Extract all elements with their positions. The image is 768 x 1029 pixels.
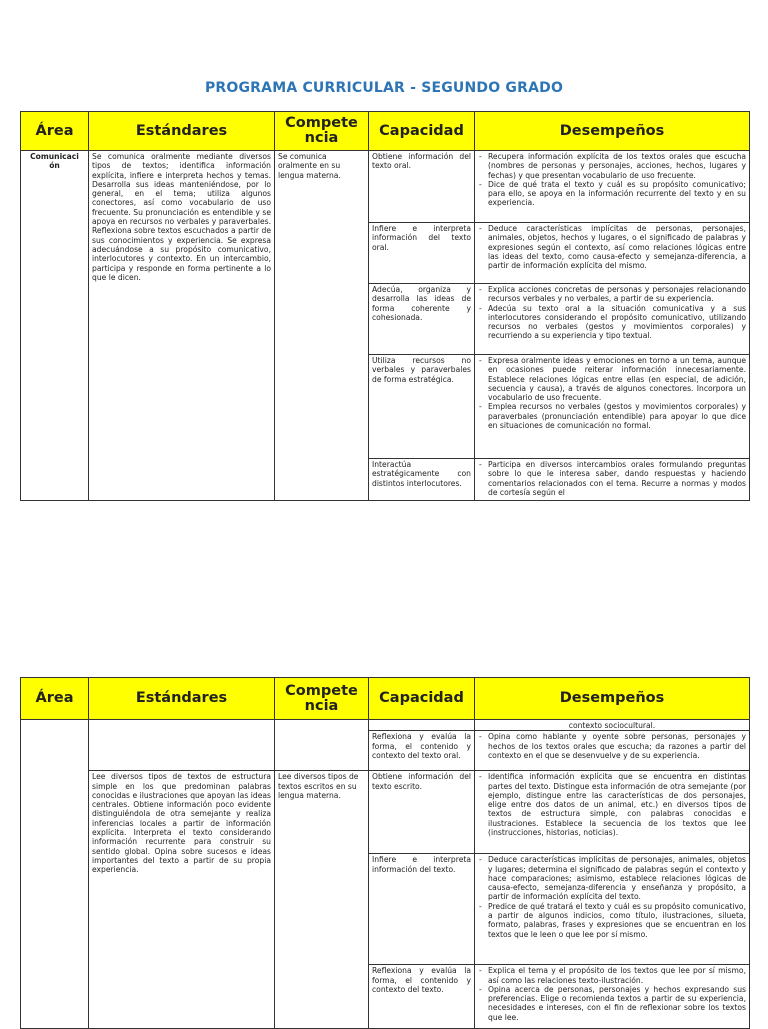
capacidad-cell: Infiere e interpreta información del texto. — [369, 854, 475, 965]
desempeno-item: - Adecúa su texto oral a la situación comunicativa y a sus interlocutores considerando el propósito comunicativo, utilizando recursos no verbales (gestos y movimientos corporales) y recurriendo a su experiencia y tipo textual. — [478, 304, 746, 341]
desempenos-cell — [475, 854, 750, 965]
desempeno-item: - Predice de qué tratará el texto y cuál es su propósito comunicativo, a partir de algunos indicios, como título, ilustraciones, silueta, formato, palabras, frases y expresiones que se encuentran en los textos que le leen o que lee por sí mismo. — [478, 902, 746, 939]
desempeno-item: - Opina como hablante y oyente sobre personas, personajes y hechos de los textos orales que escucha; da razones a partir del contexto en el que se desenvuelve y de su experiencia. — [478, 732, 746, 760]
table-row — [21, 720, 750, 731]
header-row — [21, 678, 750, 720]
curriculum-table-1 — [20, 111, 750, 501]
desempeno-item: - Opina acerca de personas, personajes y hechos expresando sus preferencias. Elige o recomienda textos a partir de su experiencia, necesidades e intereses, con el fin de reflexionar sobre los textos que lee. — [478, 985, 746, 1022]
header-competencia: Compete ncia — [275, 112, 369, 151]
capacidad-cell: Reflexiona y evalúa la forma, el contenido y contexto del texto. — [369, 965, 475, 1029]
capacidad-cell: Obtiene información del texto escrito. — [369, 771, 475, 854]
desempeno-item: - Deduce características implícitas de personas, personajes, animales, objetos, hechos y lugares, o el significado de palabras y expresiones según el contexto, así como relaciones lógicas entre las ideas del texto, como causa-efecto y semejanza-diferencia, a partir de información explícita del mismo. — [478, 224, 746, 270]
desempeno-item: - Explica acciones concretas de personas y personajes relacionando recursos verbales y no verbales, a partir de su experiencia. — [478, 285, 746, 304]
desempenos-cell — [475, 151, 750, 223]
table-row — [21, 771, 750, 854]
desempeno-item: - Deduce características implícitas de personajes, animales, objetos y lugares; determina el significado de palabras según el contexto y hace comparaciones; asimismo, establece relaciones lógicas de causa-efecto, semejanza-diferencia y enseñanza y propósito, a partir de información explícita del texto. — [478, 855, 746, 901]
competencia-cell: Se comunica oralmente en su lengua materna. — [275, 151, 369, 501]
header-estandares: Estándares — [89, 678, 275, 720]
desempenos-cell — [475, 771, 750, 854]
curriculum-table-2 — [20, 677, 750, 1029]
header-area: Área — [21, 112, 89, 151]
desempenos-cell — [475, 731, 750, 771]
desempenos-cell — [475, 965, 750, 1029]
desempeno-item: - Explica el tema y el propósito de los textos que lee por sí mismo, así como las relaciones texto-ilustración. — [478, 966, 746, 985]
header-row — [21, 112, 750, 151]
desempeno-item: - Participa en diversos intercambios orales formulando preguntas sobre lo que le interesa saber, dando respuestas y haciendo comentarios relacionados con el tema. Recurre a normas y modos de cortesía según el — [478, 460, 746, 497]
capacidad-cell: Obtiene información del texto oral. — [369, 151, 475, 223]
estandar-cell: Se comunica oralmente mediante diversos tipos de textos; identifica información explícita, infiere e interpreta hechos y temas. Desarrolla sus ideas manteniéndose, por lo general, en el tema; utiliza algunos conectores, así como vocabulario de uso frecuente. Su pronunciación es entendible y se apoya en recursos no verbales y paraverbales. Reflexiona sobre textos escuchados a partir de sus conocimientos y experiencia. Se expresa adecuándose a su propósito comunicativo, interlocutores y contexto. En un intercambio, participa y responde en forma pertinente a lo que le dicen. — [89, 151, 275, 501]
capacidad-cell — [369, 720, 475, 731]
desempenos-cell: contexto sociocultural. — [475, 720, 750, 731]
capacidad-cell: Adecúa, organiza y desarrolla las ideas de forma coherente y cohesionada. — [369, 284, 475, 355]
estandar-cell — [89, 720, 275, 771]
desempenos-cell — [475, 355, 750, 459]
desempeno-item: - Emplea recursos no verbales (gestos y movimientos corporales) y paraverbales (pronunciación entendible) para apoyar lo que dice en situaciones de comunicación no formal. — [478, 402, 746, 430]
capacidad-cell: Reflexiona y evalúa la forma, el contenido y contexto del texto oral. — [369, 731, 475, 771]
header-estandares: Estándares — [89, 112, 275, 151]
desempenos-cell — [475, 223, 750, 284]
header-desempenos: Desempeños — [475, 112, 750, 151]
capacidad-cell: Interactúa estratégicamente con distintos interlocutores. — [369, 459, 475, 501]
competencia-cell — [275, 720, 369, 771]
capacidad-cell: Utiliza recursos no verbales y paraverbales de forma estratégica. — [369, 355, 475, 459]
header-competencia: Compete ncia — [275, 678, 369, 720]
desempenos-cell — [475, 459, 750, 501]
competencia-cell: Lee diversos tipos de textos escritos en su lengua materna. — [275, 771, 369, 1029]
header-capacidad: Capacidad — [369, 678, 475, 720]
desempeno-item: - Recupera información explícita de los textos orales que escucha (nombres de personas y personajes, acciones, hechos, lugares y fechas) y que presentan vocabulario de uso frecuente. — [478, 152, 746, 180]
desempeno-item: - Expresa oralmente ideas y emociones en torno a un tema, aunque en ocasiones puede reiterar información innecesariamente. Establece relaciones lógicas entre ellas (en especial, de adición, secuencia y causa), a través de algunos conectores. Incorpora un vocabulario de uso frecuente. — [478, 356, 746, 402]
desempeno-item: - Dice de qué trata el texto y cuál es su propósito comunicativo; para ello, se apoya en la información recurrente del texto y en su experiencia. — [478, 180, 746, 208]
area-cell: Comunicaci ón — [21, 151, 89, 501]
capacidad-cell: Infiere e interpreta información del texto oral. — [369, 223, 475, 284]
estandar-cell: Lee diversos tipos de textos de estructura simple en los que predominan palabras conocidas e ilustraciones que apoyan las ideas centrales. Obtiene información poco evidente distinguiéndola de otra semejante y realiza inferencias locales a partir de información explícita. Interpreta el texto considerando información recurrente para construir su sentido global. Opina sobre sucesos e ideas importantes del texto a partir de su propia experiencia. — [89, 771, 275, 1029]
header-desempenos: Desempeños — [475, 678, 750, 720]
document-title: PROGRAMA CURRICULAR - SEGUNDO GRADO — [204, 80, 564, 96]
area-cell — [21, 720, 89, 1029]
table-row — [21, 151, 750, 223]
desempeno-item: - Identifica información explícita que se encuentra en distintas partes del texto. Distingue esta información de otra semejante (por ejemplo, distingue entre las características de dos personajes, elige entre dos datos de un animal, etc.) en diversos tipos de textos de estructura simple, con palabras conocidas e ilustraciones. Establece la secuencia de los textos que lee (instrucciones, historias, noticias). — [478, 772, 746, 837]
desempenos-cell — [475, 284, 750, 355]
header-area: Área — [21, 678, 89, 720]
header-capacidad: Capacidad — [369, 112, 475, 151]
